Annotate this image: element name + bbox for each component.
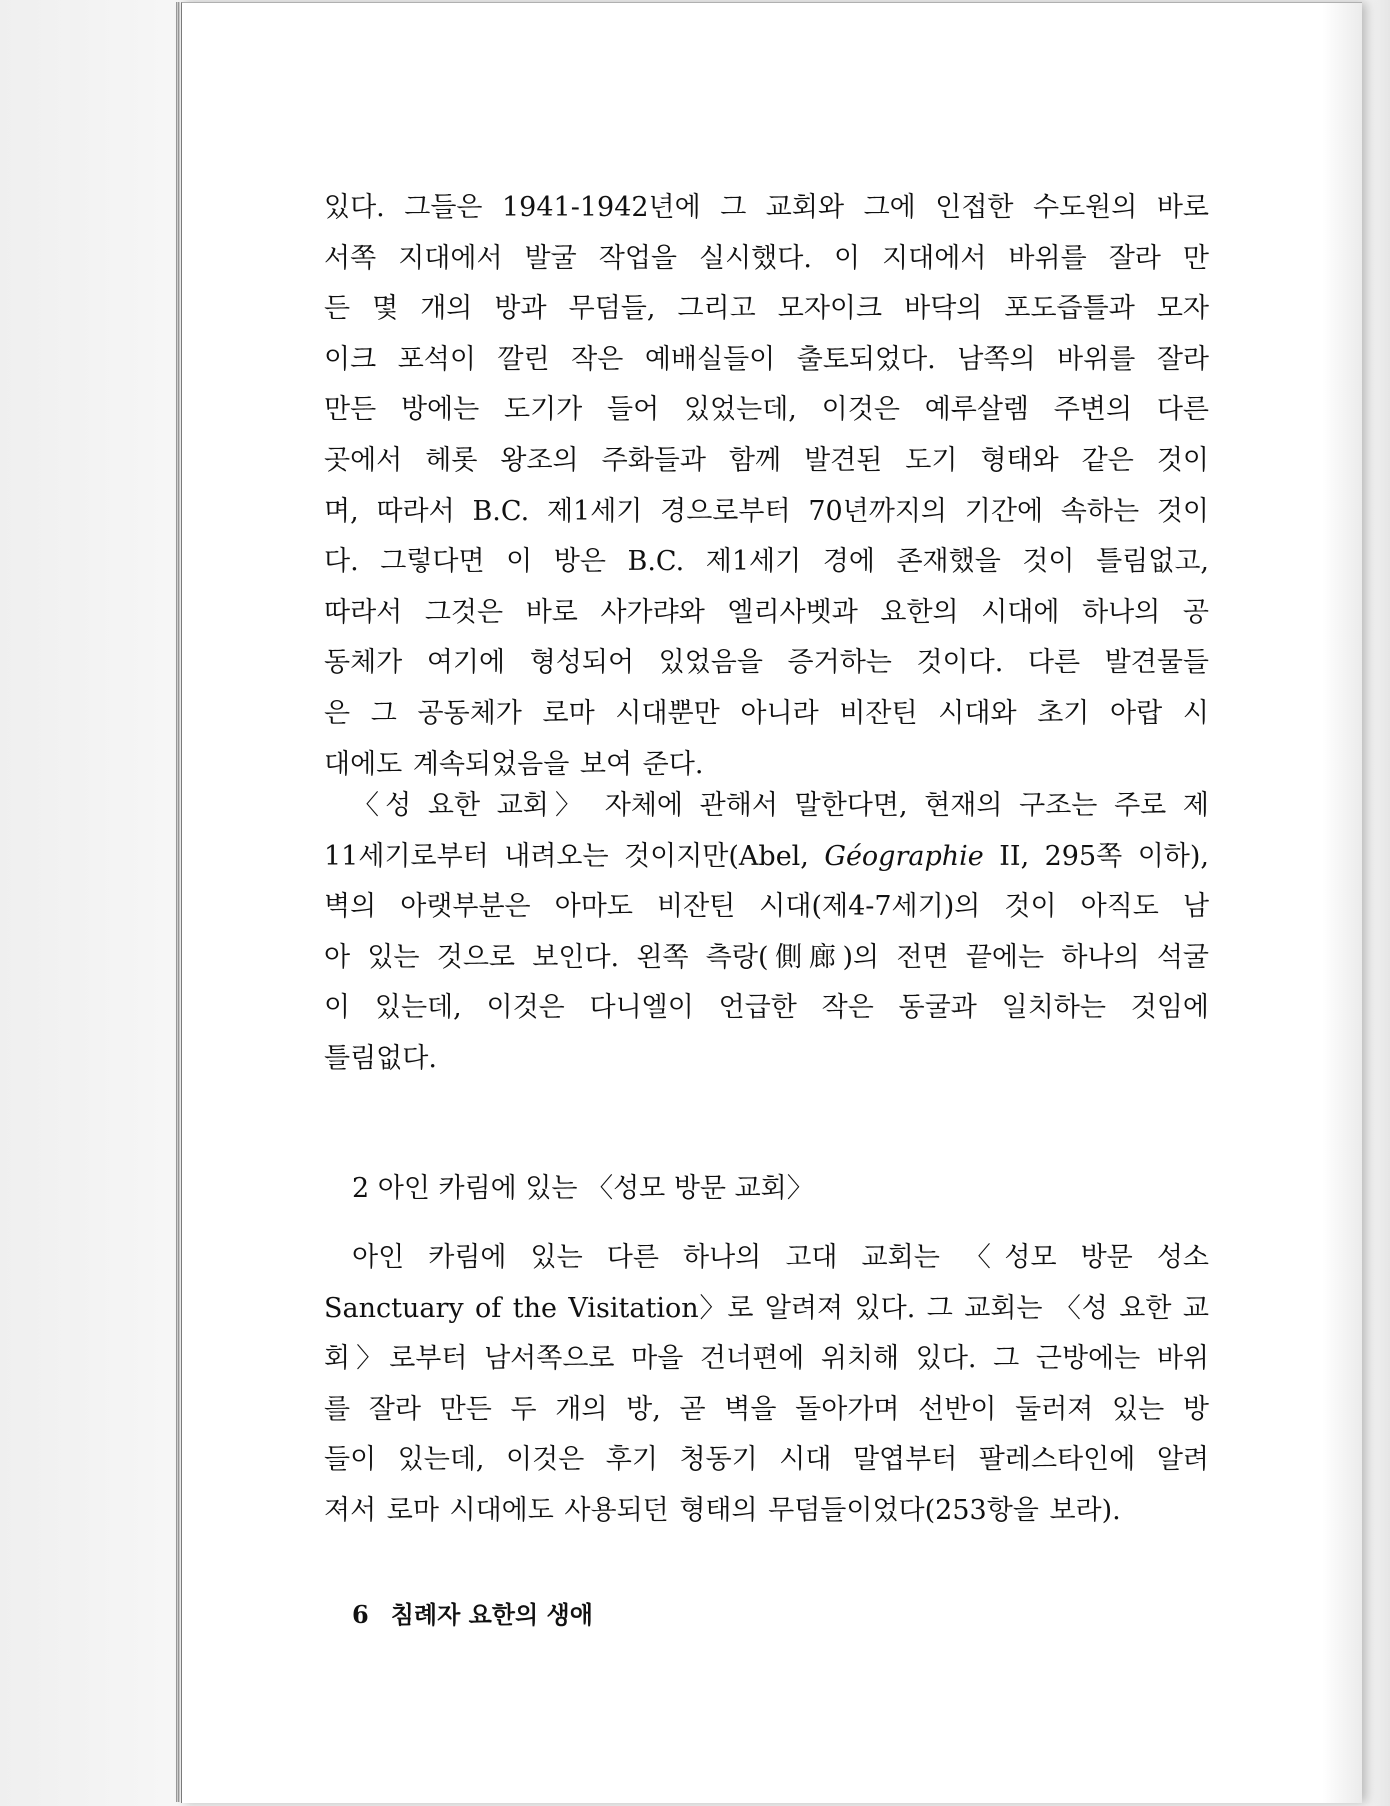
section-heading: 2 아인 카림에 있는 〈성모 방문 교회〉 (352, 1173, 814, 1204)
text-line: 들이 있는데, 이것은 후기 청동기 시대 말엽부터 팔레스타인에 알려 (324, 1444, 1209, 1476)
text-line: 틀림없다. (324, 1042, 437, 1074)
text-line: 이 있는데, 이것은 다니엘이 언급한 작은 동굴과 일치하는 것임에 (324, 992, 1209, 1024)
text-segment: II, 295쪽 이하), (983, 840, 1209, 872)
text-line: 든 몇 개의 방과 무덤들, 그리고 모자이크 바닥의 포도즙틀과 모자 (324, 293, 1209, 325)
text-line: 따라서 그것은 바로 사가랴와 엘리사벳과 요한의 시대에 하나의 공 (324, 596, 1209, 628)
paragraph-2 (324, 781, 1209, 1085)
text-line: 동체가 여기에 형성되어 있었음을 증거하는 것이다. 다른 발견물들 (324, 647, 1209, 679)
page-footer (352, 1595, 593, 1630)
book-page (181, 2, 1362, 1803)
text-line: 만든 방에는 도기가 들어 있었는데, 이것은 예루살렘 주변의 다른 (324, 394, 1209, 426)
page-number: 6 (352, 1600, 369, 1629)
text-line: 회〉로부터 남서쪽으로 마을 건너편에 위치해 있다. 그 근방에는 바위 (324, 1343, 1209, 1375)
running-title: 침례자 요한의 생애 (390, 1600, 593, 1629)
text-line: 은 그 공동체가 로마 시대뿐만 아니라 비잔틴 시대와 초기 아랍 시 (324, 697, 1209, 729)
text-line: 아인 카림에 있는 다른 하나의 고대 교회는 〈성모 방문 성소 (352, 1242, 1209, 1273)
text-line: 이크 포석이 깔린 작은 예배실들이 출토되었다. 남쪽의 바위를 잘라 (324, 343, 1209, 375)
text-line: 며, 따라서 B.C. 제1세기 경으로부터 70년까지의 기간에 속하는 것이 (324, 495, 1209, 527)
text-line: 대에도 계속되었음을 보여 준다. (324, 748, 704, 780)
paragraph-1 (324, 183, 1209, 790)
page-stack-edge (176, 2, 180, 1802)
text-line: 곳에서 헤롯 왕조의 주화들과 함께 발견된 도기 형태와 같은 것이 (324, 444, 1209, 476)
text-line-with-citation (324, 832, 1209, 883)
text-line: 있다. 그들은 1941-1942년에 그 교회와 그에 인접한 수도원의 바로 (324, 192, 1209, 223)
text-line: 아 있는 것으로 보인다. 왼쪽 측랑(側廊)의 전면 끝에는 하나의 석굴 (324, 941, 1209, 973)
paragraph-3 (324, 1233, 1209, 1537)
text-line: 를 잘라 만든 두 개의 방, 곧 벽을 돌아가며 선반이 둘러져 있는 방 (324, 1393, 1209, 1425)
text-line: 〈성 요한 교회〉 자체에 관해서 말한다면, 현재의 구조는 주로 제 (352, 790, 1209, 821)
text-line: 서쪽 지대에서 발굴 작업을 실시했다. 이 지대에서 바위를 잘라 만 (324, 242, 1209, 274)
text-line: 벽의 아랫부분은 아마도 비잔틴 시대(제4-7세기)의 것이 아직도 남 (324, 891, 1209, 923)
text-segment: 11세기로부터 내려오는 것이지만(Abel, (324, 840, 825, 872)
page-gutter-shadow (1322, 3, 1362, 1803)
text-line: 져서 로마 시대에도 사용되던 형태의 무덤들이었다(253항을 보라). (324, 1494, 1121, 1526)
italic-citation-title: Géographie (824, 840, 984, 872)
text-line: Sanctuary of the Visitation〉로 알려져 있다. 그 교회는 〈성 요한 교 (324, 1292, 1209, 1324)
text-line: 다. 그렇다면 이 방은 B.C. 제1세기 경에 존재했을 것이 틀림없고, (324, 546, 1209, 578)
